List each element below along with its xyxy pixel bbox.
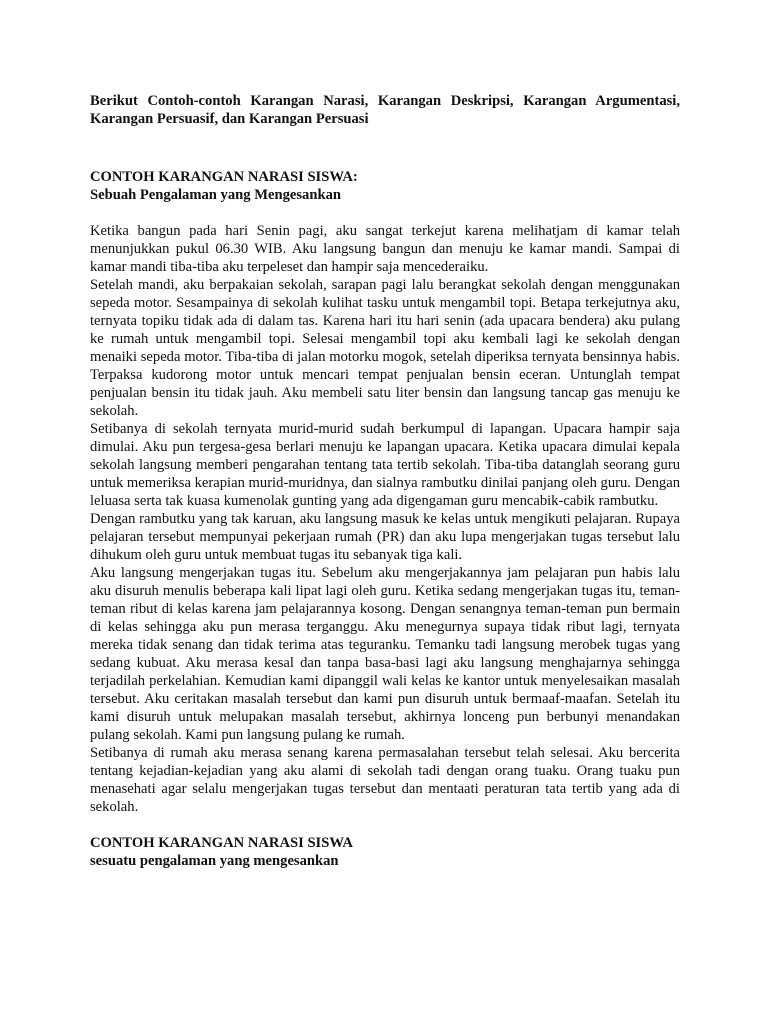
paragraph-2: Setelah mandi, aku berpakaian sekolah, sarapan pagi lalu berangkat sekolah dengan menggunakan sepeda motor. Sesampainya di sekolah kulihat tasku untuk mengambil topi. Betapa terkejutnya aku, ternyata topiku tidak ada di dalam tas. Karena hari itu hari senin (ada upacara bendera) aku pulang ke rumah untuk mengambil topi. Selesai mengambil topi aku kembali lagi ke sekolah dengan menaiki sepeda motor. Tiba-tiba di jalan motorku mogok, setelah diperiksa ternyata bensinnya habis. Terpaksa kudorong motor untuk mencari tempat penjualan bensin eceran. Untunglah tempat penjualan bensin itu tidak jauh. Aku membeli satu liter bensin dan langsung tancap gas menuju ke sekolah. [90,277,680,419]
section-narasi-2 [90,834,680,870]
paragraph-3: Setibanya di sekolah ternyata murid-murid sudah berkumpul di lapangan. Upacara hampir saja dimulai. Aku pun tergesa-gesa berlari menuju ke lapangan upacara. Ketika upacara dimulai kepala sekolah langsung memberi pengarahan tentang tata tertib sekolah. Tiba-tiba datanglah seorang guru untuk memeriksa kerapian murid-muridnya, dan sialnya rambutku dinilai panjang oleh guru. Dengan leluasa serta tak kuasa kumenolak gunting yang ada digengaman guru mencabik-cabik rambutku. [90,421,680,509]
paragraph-5: Aku langsung mengerjakan tugas itu. Sebelum aku mengerjakannya jam pelajaran pun habis lalu aku disuruh menulis beberapa kali lipat lagi oleh guru. Ketika sedang mengerjakan tugas itu, teman-teman ribut di kelas karena jam pelajarannya kosong. Dengan senangnya teman-teman pun bermain di kelas sehingga aku pun merasa terganggu. Aku menegurnya supaya tidak ribut lagi, ternyata mereka tidak senang dan tidak terima atas teguranku. Temanku tadi langsung merobek tugas yang sedang kubuat. Aku merasa kesal dan tanpa basa-basi lagi aku langsung menghajarnya sehingga terjadilah perkelahian. Kemudian kami dipanggil wali kelas ke kantor untuk menyelesaikan masalah tersebut. Aku ceritakan masalah tersebut dan kami pun disuruh untuk bermaaf-maafan. Setelah itu kami disuruh untuk melupakan masalah tersebut, akhirnya lonceng pun berbunyi menandakan pulang sekolah. Kami pun langsung pulang ke rumah. [90,565,680,743]
intro-text: Berikut Contoh-contoh Karangan Narasi, Karangan Deskripsi, Karangan Argumentasi, Karangan Persuasif, dan Karangan Persuasi [90,93,680,127]
paragraph-4: Dengan rambutku yang tak karuan, aku langsung masuk ke kelas untuk mengikuti pelajaran. Rupaya pelajaran tersebut mempunyai pekerjaan rumah (PR) dan aku lupa mengerjakan tugas tersebut lalu dihukum oleh guru untuk membuat tugas itu sebanyak tiga kali. [90,511,680,563]
section-narasi-1 [90,168,680,816]
section-2-heading: CONTOH KARANGAN NARASI SISWA [90,835,353,851]
section-1-heading: CONTOH KARANGAN NARASI SISWA: [90,169,358,185]
paragraph-6: Setibanya di rumah aku merasa senang karena permasalahan tersebut telah selesai. Aku bercerita tentang kejadian-kejadian yang aku alami di sekolah tadi dengan orang tuaku. Orang tuaku pun menasehati agar selalu mengerjakan tugas tersebut dan mentaati peraturan tata tertib yang ada di sekolah. [90,745,680,815]
document-page [90,92,680,888]
paragraph-1: Ketika bangun pada hari Senin pagi, aku sangat terkejut karena melihatjam di kamar telah menunjukkan pukul 06.30 WIB. Aku langsung bangun dan menuju ke kamar mandi. Sampai di kamar mandi tiba-tiba aku terpeleset dan hampir saja mencederaiku. [90,223,680,275]
section-1-subtitle: Sebuah Pengalaman yang Mengesankan [90,187,341,203]
section-2-subtitle: sesuatu pengalaman yang mengesankan [90,853,339,869]
